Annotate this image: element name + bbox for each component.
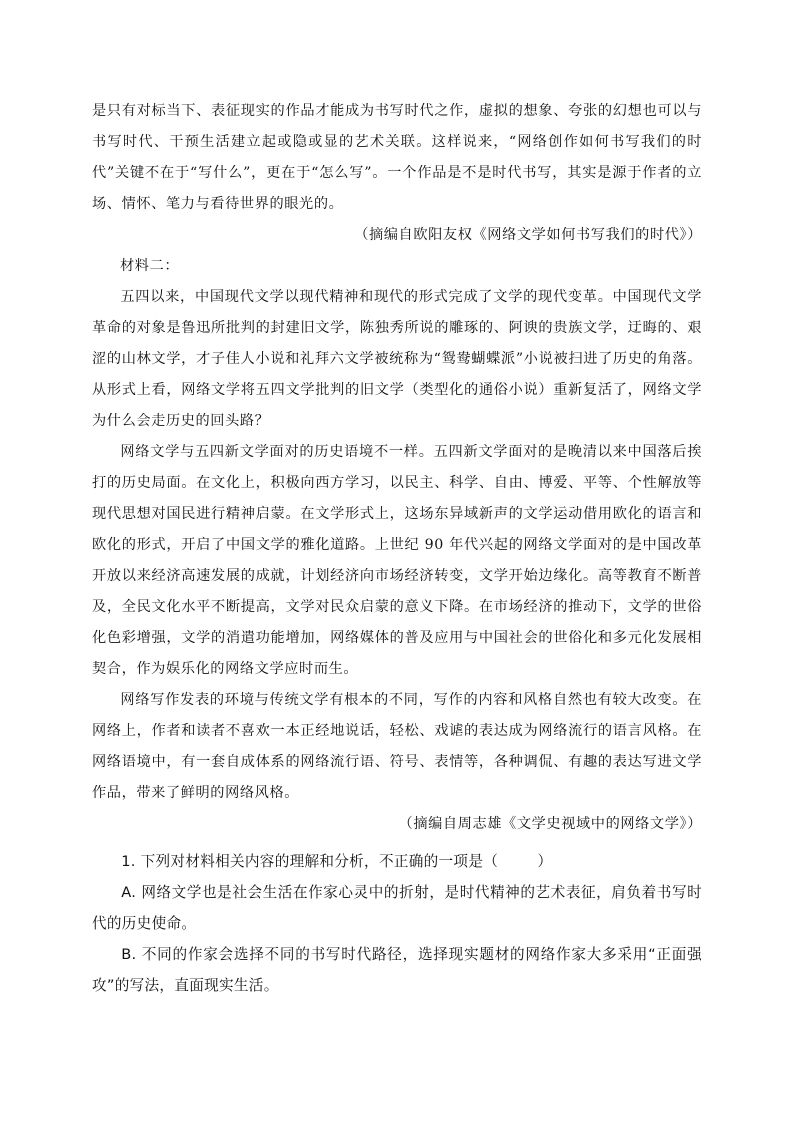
option-b: B. 不同的作家会选择不同的书写时代路径，选择现实题材的网络作家大多采用“正面强攻”的写法，直面现实生活。 [92, 946, 702, 994]
option-a: A. 网络文学也是社会生活在作家心灵中的折射，是时代精神的艺术表征，肩负着书写时代的历史使命。 [92, 884, 702, 932]
question-1-stem-close: ） [537, 853, 553, 870]
material2-paragraph-3: 网络写作发表的环境与传统文学有根本的不同，写作的内容和风格自然也有较大改变。在网络上，作者和读者不喜欢一本正经地说话，轻松、戏谑的表达成为网络流行的语言风格。在网络语境中，有一套自成体系的网络流行语、符号、表情等，各种调侃、有趣的表达写进文学作品，带来了鲜明的网络风格。 [92, 692, 702, 801]
material1-source: （摘编自欧阳友权《网络文学如何书写我们的时代》） [354, 227, 702, 243]
material2-label: 材料二： [120, 258, 180, 274]
material1-continuation: 是只有对标当下、表征现实的作品才能成为书写时代之作，虚拟的想象、夸张的幻想也可以与书写时代、干预生活建立起或隐或显的艺术关联。这样说来，“网络创作如何书写我们的时代”关键不在于“写什么”，更在于“怎么写”。一个作品是不是时代书写，其实是源于作者的立场、情怀、笔力与看待世界的眼光的。 [92, 103, 702, 212]
document-page [92, 96, 702, 1001]
material2-paragraph-1: 五四以来，中国现代文学以现代精神和现代的形式完成了文学的现代变革。中国现代文学革命的对象是鲁迅所批判的封建旧文学，陈独秀所说的雕琢的、阿谀的贵族文学，迂晦的、艰涩的山林文学，才子佳人小说和礼拜六文学被统称为“鸳鸯蝴蝶派”小说被扫进了历史的角落。从形式上看，网络文学将五四文学批判的旧文学（类型化的通俗小说）重新复活了，网络文学为什么会走历史的回头路？ [92, 289, 702, 429]
material2-paragraph-2: 网络文学与五四新文学面对的历史语境不一样。五四新文学面对的是晚清以来中国落后挨打的历史局面。在文化上，积极向西方学习，以民主、科学、自由、博爱、平等、个性解放等现代思想对国民进行精神启蒙。在文学形式上，这场东异域新声的文学运动借用欧化的语言和欧化的形式，开启了中国文学的雅化道路。上世纪 90 年代兴起的网络文学面对的是中国改革开放以来经济高速发展的成就，计划经济向市场经济转变，文学开始边缘化。高等教育不断普及，全民文化水平不断提高，文学对民众启蒙的意义下降。在市场经济的推动下，文学的世俗化色彩增强，文学的消遣功能增加，网络媒体的普及应用与中国社会的世俗化和多元化发展相契合，作为娱乐化的网络文学应时而生。 [92, 444, 702, 677]
material2-source: （摘编自周志雄《文学史视域中的网络文学》） [398, 816, 702, 832]
question-1-stem-text: 1. 下列对材料相关内容的理解和分析，不正确的一项是（ [121, 853, 499, 870]
question-1-stem [92, 846, 702, 877]
